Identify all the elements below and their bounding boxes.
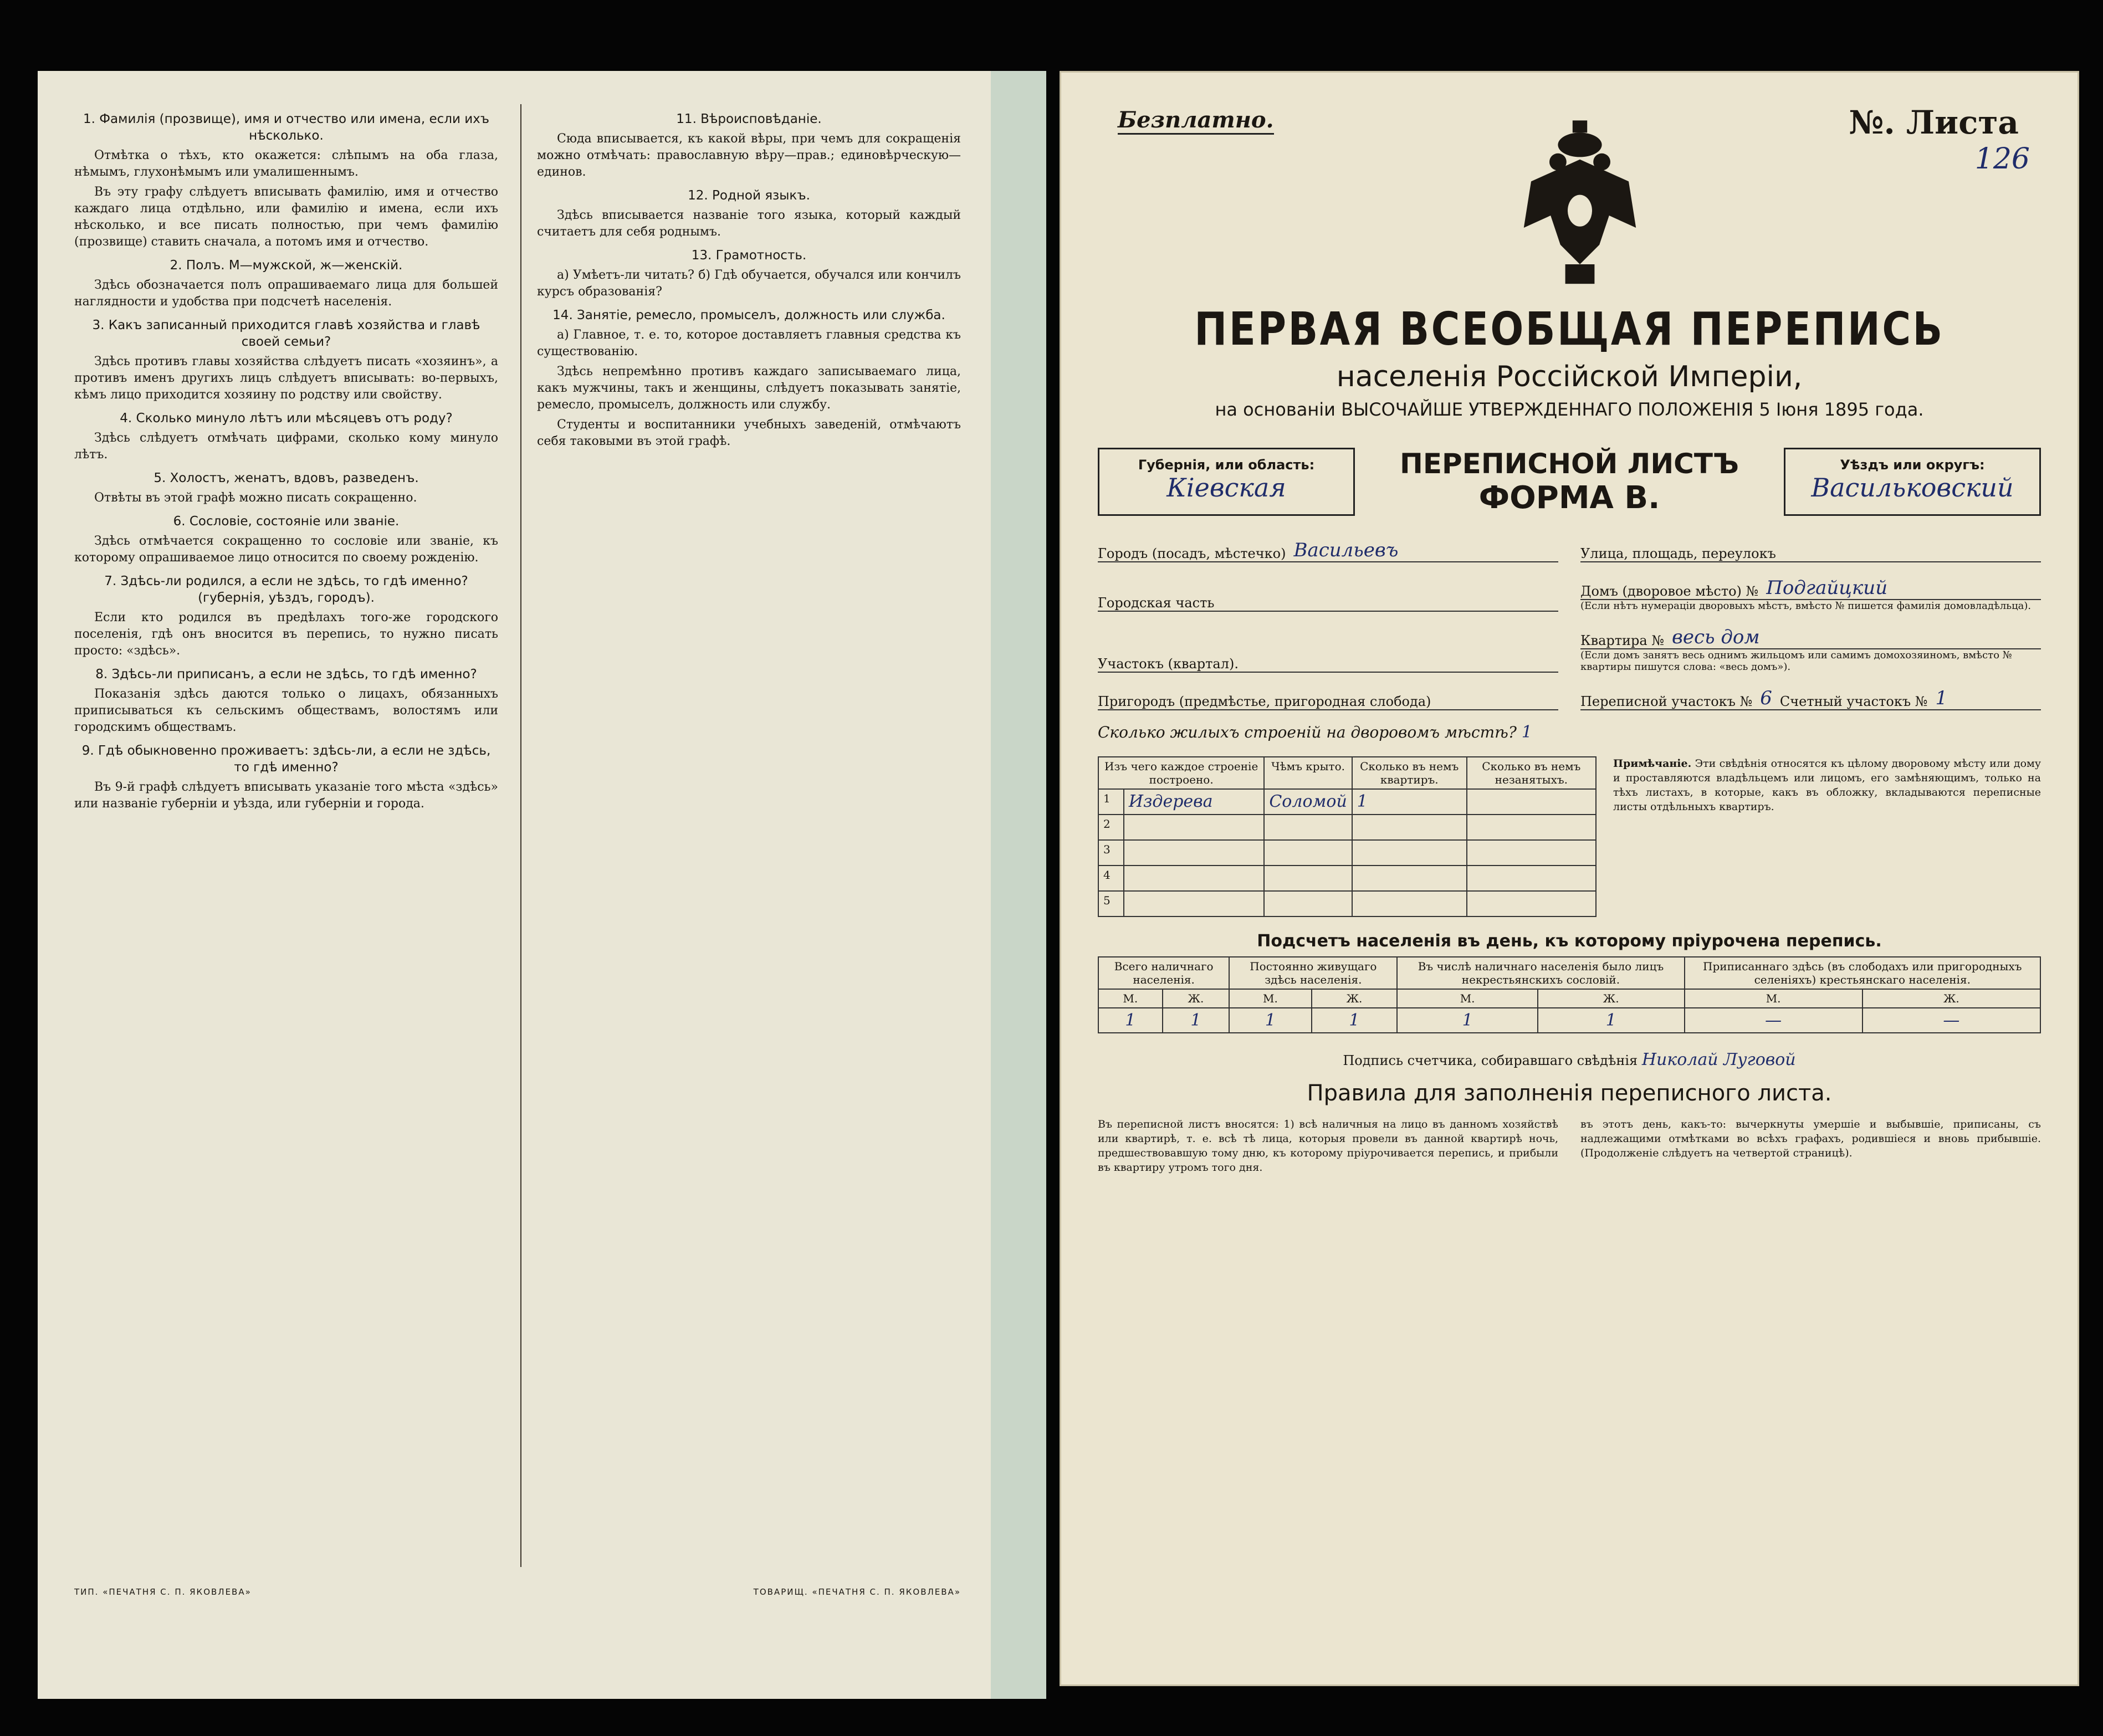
street-field xyxy=(1580,532,2041,562)
section-title: 6. Сословіе, состояніе или званіе. xyxy=(173,514,400,529)
sheet-number-label: №. Листа xyxy=(1849,104,2019,141)
section-paragraph: Здѣсь обозначается полъ опрашиваемаго лица для большей наглядности и удобства при подсчетѣ населенія. xyxy=(74,278,498,309)
section-title: 1. Фамилія (прозвище), имя и отчество или имена, если ихъ нѣсколько. xyxy=(83,112,490,143)
bld-col-apts: Сколько въ немъ квартиръ. xyxy=(1352,757,1467,789)
apartment-value: весь дом xyxy=(1672,626,1760,648)
population-value: 1 xyxy=(1538,1008,1685,1033)
book-spine xyxy=(991,71,1046,1699)
section-paragraph: Здѣсь непремѣнно противъ каждаго записываемаго лица, какъ мужчины, такъ и женщины, слѣдуетъ показывать занятіе, ремесло, промыселъ, должность или службу. xyxy=(537,365,961,412)
rules-text xyxy=(1098,1117,2041,1175)
section-title: 13. Грамотность. xyxy=(691,248,807,263)
table-cell xyxy=(1467,789,1596,815)
census-title: ПЕРВАЯ ВСЕОБЩАЯ ПЕРЕПИСЬ xyxy=(1194,303,1945,356)
table-row xyxy=(1098,891,1596,916)
table-row xyxy=(1098,840,1596,866)
table-cell: 5 xyxy=(1098,891,1124,916)
bld-col-roof: Чѣмъ крыто. xyxy=(1264,757,1352,789)
table-cell xyxy=(1264,840,1352,866)
population-sex-header: М. xyxy=(1685,989,1862,1008)
left-page-instructions xyxy=(38,71,991,1699)
instructions-column-1 xyxy=(74,104,498,1567)
census-sector-label: Переписной участокъ № xyxy=(1580,694,1753,709)
note-block xyxy=(1613,756,2041,917)
buildings-value: 1 xyxy=(1521,723,1532,742)
population-value: — xyxy=(1685,1008,1862,1033)
bld-col-material: Изъ чего каждое строеніе построено. xyxy=(1098,757,1264,789)
buildings-line xyxy=(1098,723,2041,742)
table-cell xyxy=(1124,840,1264,866)
house-field-group xyxy=(1580,570,2041,612)
section-paragraph: Здѣсь отмѣчается сокращенно то сословіе или званіе, къ которому опрашиваемое лицо относится по своему рожденію. xyxy=(74,534,498,565)
imprint-left: ТИП. «ПЕЧАТНЯ С. П. ЯКОВЛЕВА» xyxy=(74,1587,252,1597)
section-paragraph: Здѣсь слѣдуетъ отмѣчать цифрами, сколько кому минуло лѣтъ. xyxy=(74,431,498,462)
apartment-label: Квартира № xyxy=(1580,633,1665,648)
buildings-label: Сколько жилыхъ строеній на дворовомъ мѣстѣ? xyxy=(1098,723,1517,741)
house-field xyxy=(1580,570,2041,600)
table-cell xyxy=(1264,815,1352,840)
population-header: Постоянно живущаго здѣсь населенія. xyxy=(1229,957,1397,989)
population-sex-header: Ж. xyxy=(1862,989,2040,1008)
table-cell: Издерева xyxy=(1124,789,1264,815)
population-table xyxy=(1098,956,2041,1033)
note-text: Эти свѣдѣнія относятся къ цѣлому дворовому мѣсту или дому и проставляются владѣльцемъ или лицомъ, его замѣняющимъ, только на тѣхъ листахъ, в которые, какъ въ обложку, вкладываются переписные листы отдѣльныхъ квартиръ. xyxy=(1613,757,2041,813)
free-label: Безплатно. xyxy=(1118,107,1274,135)
section-paragraph: а) Умѣетъ-ли читать? б) Гдѣ обучается, обучался или кончилъ курсъ образованія? xyxy=(537,268,961,299)
house-note: (Если нѣтъ нумераціи дворовыхъ мѣстъ, вмѣсто № пишется фамилія домовладѣльца). xyxy=(1580,600,2032,612)
table-cell xyxy=(1467,891,1596,916)
table-cell xyxy=(1124,891,1264,916)
population-value: 1 xyxy=(1098,1008,1163,1033)
population-caption: Подсчетъ населенія въ день, къ которому пріурочена перепись. xyxy=(1257,931,1882,951)
table-cell xyxy=(1467,866,1596,891)
table-cell xyxy=(1352,840,1467,866)
city-value: Васильевъ xyxy=(1293,539,1399,561)
double-headed-eagle-icon xyxy=(1519,115,1641,292)
section-title: 4. Сколько минуло лѣтъ или мѣсяцевъ отъ роду? xyxy=(120,411,453,426)
section-title: 9. Гдѣ обыкновенно проживаетъ: здѣсь-ли, а если не здѣсь, то гдѣ именно? xyxy=(81,744,491,775)
table-cell xyxy=(1124,866,1264,891)
table-cell: 1 xyxy=(1098,789,1124,815)
note-title: Примѣчаніе. xyxy=(1613,757,1692,770)
table-cell xyxy=(1467,815,1596,840)
section-paragraph: Въ 9-й графѣ слѣдуетъ вписывать указаніе того мѣста «здѣсь» или названіе губерніи и уѣзда, или губерніи и города. xyxy=(74,780,498,811)
house-value: Подгайцкий xyxy=(1766,577,1888,599)
census-sector-value: 6 xyxy=(1760,687,1772,709)
population-sex-header: М. xyxy=(1229,989,1311,1008)
street-label: Улица, площадь, переулокъ xyxy=(1580,546,1776,561)
section-paragraph: Сюда вписывается, къ какой вѣры, при чемъ для сокращенія можно отмѣчать: православную вѣру—прав.; единовѣрческую—единов. xyxy=(537,132,961,179)
form-title: ПЕРЕПИСНОЙ ЛИСТЪ xyxy=(1400,448,1739,480)
section-title: 5. Холостъ, женатъ, вдовъ, разведенъ. xyxy=(153,471,419,485)
city-field xyxy=(1098,532,1558,562)
table-cell: Соломой xyxy=(1264,789,1352,815)
imprint-right: ТОВАРИЩ. «ПЕЧАТНЯ С. П. ЯКОВЛЕВА» xyxy=(753,1587,961,1597)
population-sex-header: М. xyxy=(1098,989,1163,1008)
population-value: 1 xyxy=(1397,1008,1537,1033)
sector-field xyxy=(1098,619,1558,673)
apartment-note: (Если домъ занятъ весь однимъ жильцомъ или самимъ домохозяиномъ, вмѣсто № квартиры пишутся слова: «весь домъ»). xyxy=(1580,649,2012,673)
section-paragraph: Если кто родился въ предѣлахъ того-же городского поселенія, гдѣ онъ вносится въ перепись, то нужно писать просто: «здѣсь». xyxy=(74,611,498,658)
population-header: Приписаннаго здѣсь (въ слободахъ или пригородныхъ селеніяхъ) крестьянскаго населенія. xyxy=(1685,957,2040,989)
buildings-table xyxy=(1098,756,1597,917)
section-title: 14. Занятіе, ремесло, промыселъ, должность или служба. xyxy=(552,308,945,322)
province-box xyxy=(1098,448,1355,516)
population-sex-header: Ж. xyxy=(1312,989,1398,1008)
table-cell xyxy=(1467,840,1596,866)
count-sector-value: 1 xyxy=(1935,687,1948,709)
population-sex-header: М. xyxy=(1397,989,1537,1008)
suburb-label: Пригородъ (предмѣстье, пригородная слобода) xyxy=(1098,694,1431,709)
table-cell xyxy=(1264,891,1352,916)
province-label: Губернія, или область: xyxy=(1138,457,1315,473)
population-value: — xyxy=(1862,1008,2040,1033)
population-value: 1 xyxy=(1229,1008,1311,1033)
signature-value: Николай Луговой xyxy=(1641,1050,1796,1069)
rules-right: въ этотъ день, какъ-то: вычеркнуты умершіе и выбывшіе, приписаны, съ надлежащими отмѣтками во всѣхъ графахъ, родившіеся и вновь прибывшіе. (Продолженіе слѣдуетъ на четвертой страницѣ). xyxy=(1580,1118,2041,1159)
signature-label: Подпись счетчика, собиравшаго свѣдѣнія xyxy=(1343,1053,1638,1068)
population-value: 1 xyxy=(1312,1008,1398,1033)
table-cell: 3 xyxy=(1098,840,1124,866)
section-title: 12. Родной языкъ. xyxy=(688,188,810,203)
part-label: Городская часть xyxy=(1098,595,1215,611)
table-row xyxy=(1098,789,1596,815)
house-label: Домъ (дворовое мѣсто) № xyxy=(1580,583,1759,599)
section-paragraph: Студенты и воспитанники учебныхъ заведеній, отмѣчаютъ себя таковыми въ этой графѣ. xyxy=(537,418,961,448)
table-row xyxy=(1098,866,1596,891)
uezd-box xyxy=(1784,448,2041,516)
sector-label: Участокъ (квартал). xyxy=(1098,656,1239,672)
section-title: 8. Здѣсь-ли приписанъ, а если не здѣсь, то гдѣ именно? xyxy=(95,667,477,682)
apartment-field xyxy=(1580,619,2041,649)
section-paragraph: Показанія здѣсь даются только о лицахъ, обязанныхъ приписываться къ сельскимъ обществамъ, волостямъ или городскимъ обществамъ. xyxy=(74,687,498,734)
table-cell: 4 xyxy=(1098,866,1124,891)
part-field xyxy=(1098,570,1558,612)
population-header: Въ числѣ наличнаго населенія было лицъ некрестьянскихъ сословій. xyxy=(1397,957,1684,989)
census-sector-field xyxy=(1580,680,2041,710)
sheet-number-handwritten: 126 xyxy=(1974,142,2030,176)
signature-line xyxy=(1098,1050,2041,1069)
count-sector-label: Счетный участокъ № xyxy=(1779,694,1928,709)
population-sex-header: Ж. xyxy=(1163,989,1230,1008)
apartment-field-group xyxy=(1580,619,2041,673)
section-title: 7. Здѣсь-ли родился, а если не здѣсь, то гдѣ именно? (губернія, уѣздъ, городъ). xyxy=(104,574,468,605)
table-row xyxy=(1098,815,1596,840)
form-subtitle: ФОРМА В. xyxy=(1478,480,1660,516)
suburb-field xyxy=(1098,680,1558,710)
section-title: 2. Полъ. М—мужской, ж—женскій. xyxy=(170,258,403,273)
section-paragraph: Здѣсь противъ главы хозяйства слѣдуетъ писать «хозяинъ», а противъ именъ другихъ лицъ слѣдуетъ вписывать: во-первыхъ, кѣмъ лицо приходится хозяину по родству или свойству. xyxy=(74,355,498,402)
section-paragraph: Въ эту графу слѣдуетъ вписывать фамилію, имя и отчество каждаго лица отдѣльно, или фамилію и имена, если ихъ нѣсколько, и все писать полностью, при чемъ фамилію (прозвище) ставить сначала, а потомъ имя и отчество. xyxy=(74,185,498,249)
population-value: 1 xyxy=(1163,1008,1230,1033)
table-cell xyxy=(1352,866,1467,891)
table-cell: 1 xyxy=(1352,789,1467,815)
rules-title: Правила для заполненія переписного листа. xyxy=(1307,1080,1832,1106)
bld-col-empty: Сколько въ немъ незанятыхъ. xyxy=(1467,757,1596,789)
province-value: Кіевская xyxy=(1166,473,1286,503)
section-paragraph: а) Главное, т. е. то, которое доставляетъ главныя средства къ существованію. xyxy=(537,328,961,359)
table-cell xyxy=(1124,815,1264,840)
population-header: Всего наличнаго населенія. xyxy=(1098,957,1229,989)
section-paragraph: Здѣсь вписывается названіе того языка, который каждый считаетъ для себя роднымъ. xyxy=(537,208,961,239)
section-paragraph: Отмѣтка о тѣхъ, кто окажется: слѣпымъ на оба глаза, нѣмымъ, глухонѣмымъ или умалишеннымъ. xyxy=(74,148,498,179)
uezd-label: Уѣздъ или округъ: xyxy=(1840,457,1985,473)
table-cell xyxy=(1264,866,1352,891)
table-cell xyxy=(1352,891,1467,916)
table-cell: 2 xyxy=(1098,815,1124,840)
census-subtitle: населенія Россійской Имперіи, xyxy=(1336,360,1803,393)
table-cell xyxy=(1352,815,1467,840)
instructions-column-2 xyxy=(520,104,961,1567)
population-sex-header: Ж. xyxy=(1538,989,1685,1008)
right-page-census-form xyxy=(1060,71,2079,1686)
section-title: 3. Какъ записанный приходится главѣ хозяйства и главѣ своей семьи? xyxy=(92,318,480,349)
city-label: Городъ (посадъ, мѣстечко) xyxy=(1098,546,1286,561)
section-title: 11. Вѣроисповѣданіе. xyxy=(676,112,822,126)
section-paragraph: Отвѣты въ этой графѣ можно писать сокращенно. xyxy=(94,491,417,505)
rules-left: Въ переписной листъ вносятся: 1) всѣ наличныя на лицо въ данномъ хозяйствѣ или квартирѣ, т. е. всѣ тѣ лица, которыя провели въ данной квартирѣ ночь, предшествовавшую тому дню, къ которому пріурочивается перепись, и прибыли въ квартиру утромъ того дня. xyxy=(1098,1118,1558,1174)
uezd-value: Васильковский xyxy=(1811,473,2014,503)
decree-line: на основаніи ВЫСОЧАЙШЕ УТВЕРЖДЕННАГО ПОЛОЖЕНІЯ 5 Іюня 1895 года. xyxy=(1215,399,1924,420)
